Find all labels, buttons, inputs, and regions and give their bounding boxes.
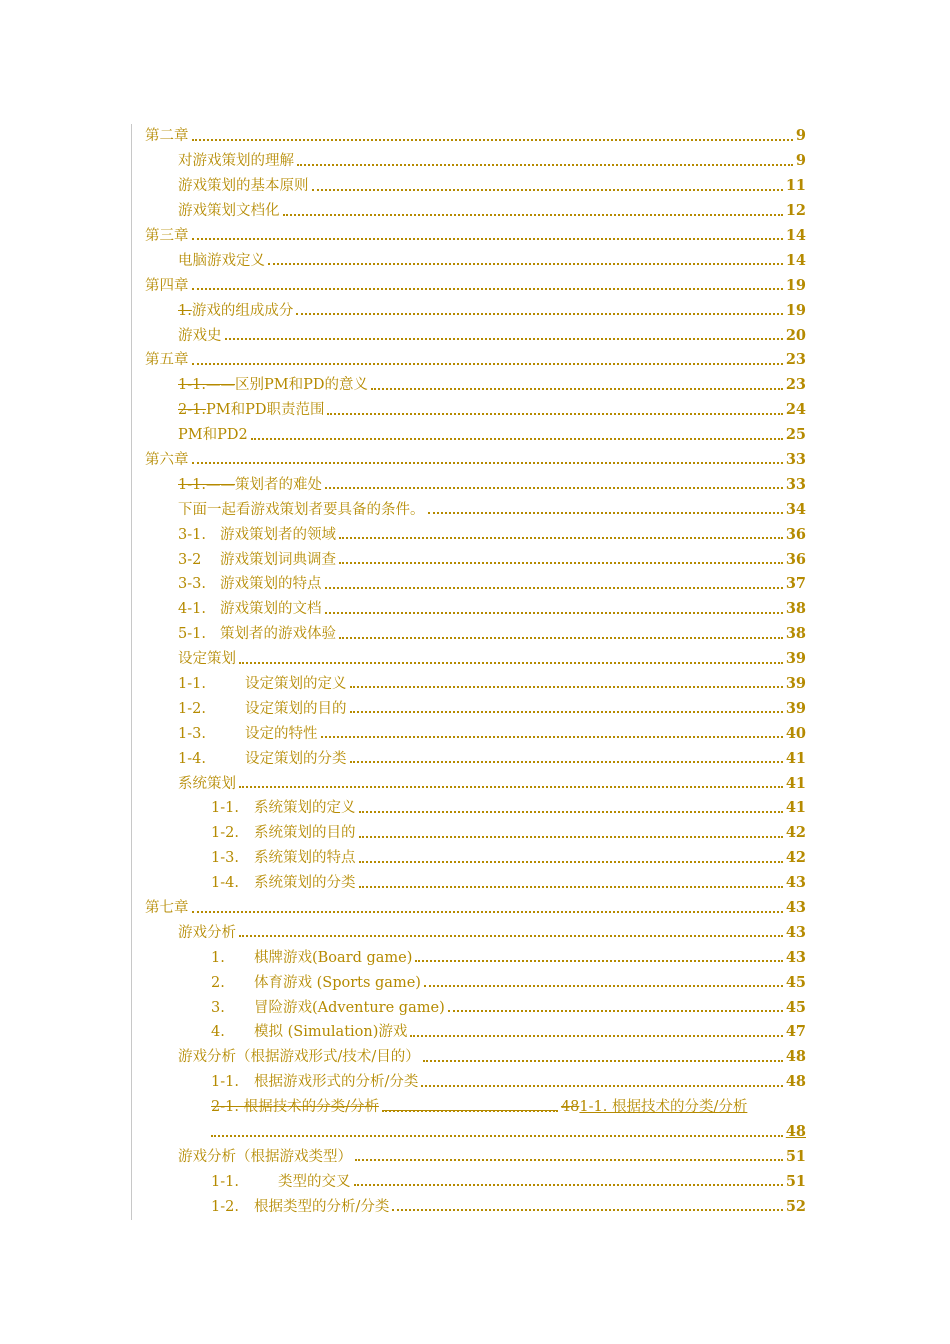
dot-leader xyxy=(359,886,783,888)
toc-chapter[interactable] xyxy=(145,124,806,149)
page-number: 23 xyxy=(785,351,806,369)
toc-entry[interactable] xyxy=(145,696,806,721)
toc-entry[interactable] xyxy=(145,572,806,597)
entry-title: 游戏分析（根据游戏类型） xyxy=(178,1148,352,1165)
toc-entry-label xyxy=(211,1175,351,1195)
entry-number: 2. xyxy=(211,974,225,991)
dot-leader xyxy=(225,338,783,340)
page-number: 38 xyxy=(785,625,806,643)
dot-leader xyxy=(359,861,783,863)
toc-entry-label xyxy=(178,304,293,324)
entry-title: 设定策划的分类 xyxy=(245,750,347,767)
entry-title: 游戏策划的文档 xyxy=(220,601,322,618)
entry-title: 游戏分析 xyxy=(178,924,236,941)
entry-title: 设定策划的定义 xyxy=(245,675,347,692)
page-number: 42 xyxy=(785,849,806,867)
page-number: 36 xyxy=(785,550,806,568)
toc-entry-label xyxy=(145,901,189,921)
toc-entry-label xyxy=(178,329,222,349)
toc-chapter[interactable] xyxy=(145,273,806,298)
page-number: 24 xyxy=(785,401,806,419)
dot-leader xyxy=(312,189,783,191)
toc-entry[interactable] xyxy=(145,871,806,896)
page-number: 41 xyxy=(785,749,806,767)
toc-chapter[interactable] xyxy=(145,448,806,473)
toc-entry-label xyxy=(211,976,421,996)
entry-title: 冒险游戏(Adventure game) xyxy=(254,999,445,1016)
dot-leader xyxy=(423,1060,783,1062)
page-number: 47 xyxy=(785,1023,806,1041)
toc-entry-label xyxy=(178,528,336,548)
page-number: 48 xyxy=(785,1073,806,1091)
entry-title: 系统策划 xyxy=(178,775,236,792)
page-number: 9 xyxy=(795,152,806,170)
dot-leader xyxy=(325,587,783,589)
deleted-page-number: 48 xyxy=(560,1099,580,1116)
toc-entry-label xyxy=(178,478,322,498)
dot-leader xyxy=(192,139,793,141)
dot-leader xyxy=(359,836,783,838)
toc-entry-label xyxy=(178,428,248,448)
toc-entry-label xyxy=(178,154,294,174)
entry-number: 1-4. xyxy=(211,875,239,892)
page-number: 19 xyxy=(785,276,806,294)
entry-title: 第四章 xyxy=(145,277,189,294)
page-number: 37 xyxy=(785,575,806,593)
entry-title: 游戏的组成成分 xyxy=(191,302,294,319)
deleted-number: 1-1.—— xyxy=(178,377,235,394)
page-number: 33 xyxy=(785,475,806,493)
toc-entry[interactable] xyxy=(145,423,806,448)
entry-title: 系统策划的定义 xyxy=(254,800,356,817)
toc-entry[interactable] xyxy=(145,1020,806,1045)
entry-number: 1-2. xyxy=(211,1198,239,1215)
dot-leader xyxy=(355,1159,783,1161)
entry-number: 1-1. xyxy=(211,800,239,817)
page-number: 11 xyxy=(785,177,806,195)
page-number: 43 xyxy=(785,923,806,941)
entry-title: 类型的交叉 xyxy=(278,1173,351,1190)
dot-leader xyxy=(350,711,783,713)
entry-number: 5-1. xyxy=(178,626,206,643)
entry-title: 游戏策划文档化 xyxy=(178,203,280,220)
page-number: 36 xyxy=(785,525,806,543)
toc-entry[interactable] xyxy=(145,970,806,995)
page-number: 52 xyxy=(785,1197,806,1215)
dot-leader xyxy=(283,214,783,216)
toc-entry[interactable] xyxy=(145,746,806,771)
toc-chapter[interactable] xyxy=(145,224,806,249)
entry-title: PM和PD职责范围 xyxy=(205,402,325,419)
toc-entry[interactable] xyxy=(145,298,806,323)
dot-leader xyxy=(339,637,783,639)
entry-title: 电脑游戏定义 xyxy=(178,252,265,269)
toc-entry[interactable] xyxy=(145,174,806,199)
dot-leader xyxy=(239,935,783,937)
toc-entry-label xyxy=(145,353,189,373)
dot-leader xyxy=(424,985,783,987)
entry-title: 根据游戏形式的分析/分类 xyxy=(254,1074,419,1091)
toc-entry-label xyxy=(178,503,425,523)
toc-entry[interactable] xyxy=(145,672,806,697)
entry-number: 1-1. xyxy=(178,675,206,692)
entry-number: 1-1. xyxy=(211,1173,239,1190)
toc-entry[interactable] xyxy=(145,622,806,647)
toc-entry-label xyxy=(178,254,265,274)
toc-entry-label xyxy=(211,1001,445,1021)
dot-leader xyxy=(415,960,782,962)
toc-entry[interactable] xyxy=(145,1145,806,1170)
entry-title: 第二章 xyxy=(145,128,189,145)
dot-leader xyxy=(371,388,783,390)
entry-title: 第六章 xyxy=(145,451,189,468)
entry-title: 体育游戏 (Sports game) xyxy=(254,974,421,991)
toc-entry[interactable] xyxy=(145,821,806,846)
toc-entry-label xyxy=(178,403,324,423)
dot-leader xyxy=(421,1085,782,1087)
dot-leader xyxy=(211,1135,783,1137)
page-number: 51 xyxy=(785,1147,806,1165)
page-number: 45 xyxy=(785,973,806,991)
page-number: 12 xyxy=(785,202,806,220)
dot-leader xyxy=(239,786,783,788)
deleted-number: 1. xyxy=(178,302,192,319)
page-number: 39 xyxy=(785,650,806,668)
toc-entry-label xyxy=(178,752,347,772)
entry-number: 3. xyxy=(211,999,225,1016)
toc-entry[interactable] xyxy=(145,323,806,348)
toc-entry-label xyxy=(178,1150,352,1170)
page-number: 9 xyxy=(795,127,806,145)
dot-leader xyxy=(321,736,783,738)
dot-leader xyxy=(448,1010,783,1012)
entry-number: 3-3. xyxy=(178,576,206,593)
toc-entry-label xyxy=(178,627,336,647)
toc-entry[interactable] xyxy=(145,522,806,547)
dot-leader xyxy=(354,1184,783,1186)
page-number: 39 xyxy=(785,674,806,692)
toc-entry-label xyxy=(178,577,322,597)
entry-number: 1-2. xyxy=(178,700,206,717)
toc-entry[interactable] xyxy=(145,1045,806,1070)
entry-title: 设定策划 xyxy=(178,651,236,668)
page-number: 48 xyxy=(785,1123,806,1141)
toc-entry[interactable] xyxy=(145,945,806,970)
toc-entry-label xyxy=(178,777,236,797)
deleted-entry-text: 2-1. 根据技术的分类/分析 xyxy=(211,1099,379,1116)
entry-number: 1-3. xyxy=(178,725,206,742)
toc-entry-label xyxy=(178,702,347,722)
dot-leader xyxy=(192,363,783,365)
entry-title: 游戏分析（根据游戏形式/技术/目的） xyxy=(178,1049,420,1066)
page-number: 19 xyxy=(785,301,806,319)
page-number: 43 xyxy=(785,948,806,966)
dot-leader xyxy=(192,462,783,464)
toc-entry-label xyxy=(211,1025,407,1045)
page-number: 14 xyxy=(785,226,806,244)
entry-title: 游戏史 xyxy=(178,327,222,344)
entry-number: 4. xyxy=(211,1024,225,1041)
entry-title: 第三章 xyxy=(145,227,189,244)
toc-entry-label xyxy=(178,727,318,747)
toc-entry-label xyxy=(145,453,189,473)
entry-title: 区别PM和PD的意义 xyxy=(234,377,368,394)
toc-entry[interactable] xyxy=(145,248,806,273)
entry-title: 系统策划的特点 xyxy=(254,850,356,867)
page-number: 34 xyxy=(785,500,806,518)
toc-entry-label xyxy=(178,378,368,398)
page-number: 38 xyxy=(785,600,806,618)
entry-title: 第七章 xyxy=(145,900,189,916)
toc-entry-label xyxy=(211,951,412,971)
toc-entry-label xyxy=(145,229,189,249)
entry-number: 4-1. xyxy=(178,601,206,618)
page-number: 33 xyxy=(785,450,806,468)
entry-title: 设定策划的目的 xyxy=(245,700,347,717)
entry-title: 根据类型的分析/分类 xyxy=(254,1198,390,1215)
toc-entry[interactable] xyxy=(145,1169,806,1194)
entry-title: 策划者的游戏体验 xyxy=(220,626,336,643)
page-number: 40 xyxy=(785,724,806,742)
entry-number: 1-3. xyxy=(211,850,239,867)
page-number: 43 xyxy=(785,899,806,916)
toc-entry[interactable] xyxy=(145,199,806,224)
toc-entry[interactable] xyxy=(145,647,806,672)
dot-leader xyxy=(325,487,783,489)
toc-entry-label xyxy=(178,926,236,946)
page-number: 42 xyxy=(785,824,806,842)
page-number: 41 xyxy=(785,799,806,817)
entry-title: PM和PD2 xyxy=(178,427,248,444)
dot-leader xyxy=(410,1035,782,1037)
toc-entry-label xyxy=(211,826,356,846)
entry-title: 游戏策划词典调查 xyxy=(220,551,336,568)
dot-leader xyxy=(239,662,783,664)
toc-entry-label xyxy=(145,129,189,149)
toc-entry-label xyxy=(211,1100,379,1120)
entry-title: 对游戏策划的理解 xyxy=(178,153,294,170)
toc-entry-label xyxy=(178,179,309,199)
entry-title: 系统策划的分类 xyxy=(254,875,356,892)
toc-entry[interactable] xyxy=(145,721,806,746)
toc-entry[interactable] xyxy=(145,1194,806,1219)
dot-leader xyxy=(297,164,793,166)
toc-chapter[interactable] xyxy=(145,348,806,373)
dot-leader xyxy=(296,313,782,315)
page-number: 39 xyxy=(785,699,806,717)
toc-entry-tail xyxy=(561,1100,747,1120)
toc-entry-label xyxy=(211,876,356,896)
toc-entry[interactable] xyxy=(145,1070,806,1095)
toc-entry[interactable] xyxy=(145,796,806,821)
dot-leader xyxy=(268,263,783,265)
toc-entry-label xyxy=(178,553,336,573)
page-number: 23 xyxy=(785,376,806,394)
toc-entry-label xyxy=(178,1050,420,1070)
entry-title: 策划者的难处 xyxy=(234,476,322,493)
page-number: 41 xyxy=(785,774,806,792)
toc-entry-label xyxy=(178,652,236,672)
dot-leader xyxy=(350,686,783,688)
dot-leader xyxy=(339,537,783,539)
dot-leader xyxy=(192,288,783,290)
entry-title: 第五章 xyxy=(145,352,189,369)
dot-leader xyxy=(392,1209,782,1211)
entry-number: 1-2. xyxy=(211,825,239,842)
entry-title: 模拟 (Simulation)游戏 xyxy=(254,1024,408,1041)
entry-number: 1-4. xyxy=(178,750,206,767)
toc-entry[interactable] xyxy=(145,373,806,398)
toc-chapter[interactable] xyxy=(145,896,806,921)
page-number: 51 xyxy=(785,1172,806,1190)
toc-entry[interactable] xyxy=(145,1095,806,1120)
toc-entry[interactable] xyxy=(145,497,806,522)
toc-entry-label xyxy=(211,851,356,871)
toc-entry-label xyxy=(178,204,280,224)
entry-number: 3-2 xyxy=(178,551,202,568)
toc-entry[interactable] xyxy=(145,149,806,174)
entry-title: 下面一起看游戏策划者要具备的条件。 xyxy=(178,501,425,518)
toc-entry[interactable] xyxy=(145,547,806,572)
toc-entry-label xyxy=(211,1200,389,1220)
deleted-dot-leader xyxy=(382,1110,558,1112)
page-number: 43 xyxy=(785,874,806,892)
toc-entry[interactable] xyxy=(145,921,806,946)
dot-leader xyxy=(327,413,782,415)
toc-entry[interactable] xyxy=(145,995,806,1020)
toc-entry[interactable] xyxy=(145,771,806,796)
page-number: 14 xyxy=(785,251,806,269)
deleted-number: 1-1.—— xyxy=(178,476,235,493)
dot-leader xyxy=(350,761,783,763)
toc-entry-label xyxy=(178,677,347,697)
dot-leader xyxy=(325,612,783,614)
toc-entry[interactable] xyxy=(145,846,806,871)
page-number: 45 xyxy=(785,998,806,1016)
toc-entry-label xyxy=(178,602,322,622)
deleted-number: 2-1. xyxy=(178,402,206,419)
page-number: 20 xyxy=(785,326,806,344)
dot-leader xyxy=(251,438,783,440)
toc-entry[interactable] xyxy=(145,597,806,622)
entry-title: 游戏策划的基本原则 xyxy=(178,178,309,195)
entry-title: 游戏策划者的领域 xyxy=(220,526,336,543)
dot-leader xyxy=(192,911,783,913)
dot-leader xyxy=(359,811,783,813)
inserted-entry-text: 1-1. 根据技术的分类/分析 xyxy=(579,1099,748,1116)
entry-title: 设定的特性 xyxy=(245,725,318,742)
toc-entry-label xyxy=(145,279,189,299)
dot-leader xyxy=(192,238,783,240)
toc-entry[interactable] xyxy=(145,398,806,423)
page-number: 25 xyxy=(785,426,806,444)
toc-entry-label xyxy=(211,801,356,821)
entry-title: 棋牌游戏(Board game) xyxy=(254,949,413,966)
entry-number: 1-1. xyxy=(211,1074,239,1091)
entry-title: 系统策划的目的 xyxy=(254,825,356,842)
page-number: 48 xyxy=(785,1048,806,1066)
toc-entry-label xyxy=(211,1075,418,1095)
table-of-contents xyxy=(145,124,806,1219)
entry-title: 游戏策划的特点 xyxy=(220,576,322,593)
toc-entry-continuation[interactable] xyxy=(145,1120,806,1145)
dot-leader xyxy=(428,512,783,514)
toc-entry[interactable] xyxy=(145,472,806,497)
dot-leader xyxy=(339,562,783,564)
page-margin-rule xyxy=(131,124,132,1220)
entry-number: 1. xyxy=(211,949,225,966)
entry-number: 3-1. xyxy=(178,526,206,543)
